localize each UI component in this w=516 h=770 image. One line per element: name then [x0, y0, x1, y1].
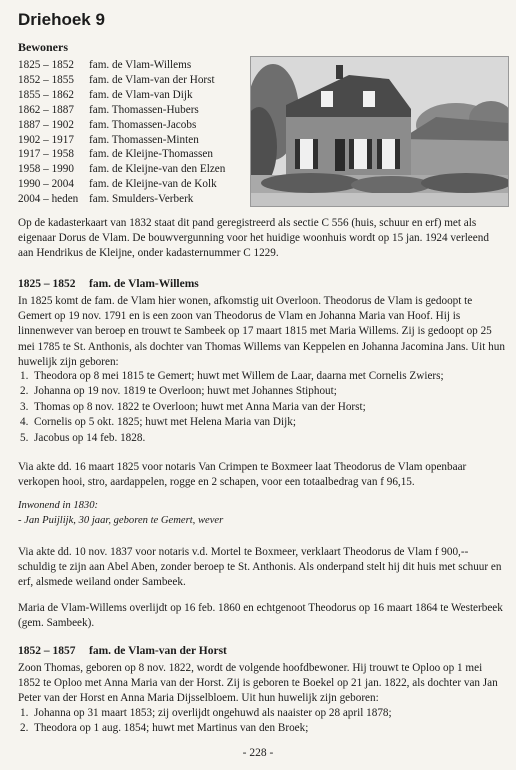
resident-family: fam. Smulders-Verberk: [89, 193, 194, 206]
resident-row: [18, 103, 225, 118]
resident-years: 1852 – 1855: [18, 73, 74, 86]
resident-row: [18, 133, 225, 148]
section-1825-paragraph: In 1825 komt de fam. de Vlam hier wonen, afkomstig uit Overloon. Theodorus de Vlam is gedoopt te Gemert op 19 nov. 1791 en is een zoon van Theodorus de Vlam en Johanna Maria van Hoof. Hij is linnenwever van beroep en trouwt te Sambeek op 17 maart 1815 met Maria Willems. Zij is gedoopt op 25 mei 1785 te St. Anthonis, als dochter van Thomas Willems van Keppelen en Johanna Jacomina Jans. Uit hun huwelijk zijn geboren:: [18, 295, 505, 368]
resident-years: 1825 – 1852: [18, 59, 74, 71]
resident-row: [18, 192, 225, 207]
resident-row: [18, 73, 225, 88]
list-text: Theodora op 1 aug. 1854; huwt met Martinus van den Broek;: [34, 722, 309, 735]
resident-family: fam. de Vlam-Willems: [89, 59, 192, 71]
section-heading-1852: [18, 645, 227, 657]
list-number: 2.: [20, 722, 29, 735]
list-item: [18, 721, 506, 736]
resident-row: [18, 147, 225, 162]
list-text: Johanna op 19 nov. 1819 te Overloon; huwt met Johannes Stiphout;: [34, 385, 337, 398]
resident-family: fam. de Kleijne-van de Kolk: [89, 178, 217, 191]
resident-family: fam. de Kleijne-van den Elzen: [89, 163, 226, 176]
list-number: 2.: [20, 385, 29, 398]
resident-row: [18, 118, 225, 133]
residents-heading: Bewoners: [18, 40, 68, 54]
list-text: Theodora op 8 mei 1815 te Gemert; huwt met Willem de Laar, daarna met Cornelis Zwiers;: [34, 370, 444, 382]
children-list-1825: [18, 369, 506, 446]
list-item: [18, 384, 506, 399]
list-item: [18, 706, 506, 721]
section-family: fam. de Vlam-van der Horst: [89, 645, 227, 657]
list-item: [18, 431, 506, 446]
resident-row: [18, 162, 225, 177]
house-photo: [250, 56, 509, 207]
resident-family: fam. de Vlam-van der Horst: [89, 73, 215, 86]
list-number: 3.: [20, 400, 29, 413]
resident-years: 1958 – 1990: [18, 163, 74, 176]
resident-row: [18, 58, 225, 73]
list-text: Johanna op 31 maart 1853; zij overlijdt ongehuwd als naaister op 28 april 1878;: [34, 707, 392, 719]
list-item: [18, 369, 506, 384]
resident-family: fam. Thomassen-Minten: [89, 133, 199, 146]
list-item: [18, 415, 506, 430]
resident-note-title: Inwonend in 1830:: [18, 500, 99, 511]
house-photo-illustration: [251, 57, 508, 206]
residents-list: [18, 58, 225, 207]
list-number: 1.: [20, 707, 29, 719]
list-text: Thomas op 8 nov. 1822 te Overloon; huwt met Anna Maria van der Horst;: [34, 400, 366, 413]
section-heading-1825: [18, 278, 199, 290]
resident-years: 1902 – 1917: [18, 133, 74, 146]
resident-years: 1917 – 1958: [18, 148, 74, 161]
section-years: 1852 – 1857: [18, 645, 76, 657]
resident-family: fam. Thomassen-Hubers: [89, 103, 199, 116]
intro-paragraph: Op de kadasterkaart van 1832 staat dit pand geregistreerd als sectie C 556 (huis, schuur en erf) met als eigenaar Dorus de Vlam. De bouwvergunning voor het huidige woonhuis wordt op 15 jan. 1924 verleend aan Hendrikus de Kleijne, onder kadasternummer C 1229.: [18, 217, 489, 260]
list-text: Jacobus op 14 feb. 1828.: [34, 431, 146, 444]
section-years: 1825 – 1852: [18, 278, 76, 290]
sale-paragraph: Via akte dd. 16 maart 1825 voor notaris Van Crimpen te Boxmeer laat Theodorus de Vlam openbaar verkopen hooi, stro, aardappelen, rogge en 2 schapen, voor een totaalbedrag van f 96,15.: [18, 461, 467, 489]
resident-years: 1855 – 1862: [18, 88, 74, 101]
children-list-1852: [18, 706, 506, 737]
section-family: fam. de Vlam-Willems: [89, 278, 199, 290]
resident-years: 1862 – 1887: [18, 103, 74, 116]
resident-row: [18, 88, 225, 103]
list-number: 5.: [20, 431, 29, 444]
resident-row: [18, 177, 225, 192]
list-text: Cornelis op 5 okt. 1825; huwt met Helena Maria van Dijk;: [34, 416, 296, 429]
list-number: 1.: [20, 370, 29, 382]
resident-years: 1887 – 1902: [18, 118, 74, 131]
list-number: 4.: [20, 416, 29, 429]
page-title: Driehoek 9: [18, 10, 105, 29]
page-number: - 228 -: [242, 747, 274, 759]
resident-years: 2004 – heden: [18, 193, 79, 206]
list-item: [18, 400, 506, 415]
debt-paragraph: Via akte dd. 10 nov. 1837 voor notaris v.d. Mortel te Boxmeer, verklaart Theodorus de Vlam f 900,-- schuldig te zijn aan Abel Aben, zonder beroep te St. Anthonis. Als onderpand stelt hij dit huis met schuur en erf, alsmede weiland onder Sambeek.: [18, 546, 502, 589]
resident-note-text: - Jan Puijlijk, 30 jaar, geboren te Gemert, wever: [18, 515, 224, 526]
section-1852-paragraph: Zoon Thomas, geboren op 8 nov. 1822, wordt de volgende hoofdbewoner. Hij trouwt te Oploo op 1 mei 1852 te Oploo met Anna Maria van der Horst. Zij is geboren te Boekel op 21 jan. 1822, als dochter van Jan Peter van der Horst en Anna Maria Dijsselbloem. Uit hun huwelijk zijn geboren:: [18, 662, 498, 705]
resident-family: fam. Thomassen-Jacobs: [89, 118, 197, 131]
death-paragraph: Maria de Vlam-Willems overlijdt op 16 feb. 1860 en echtgenoot Theodorus op 16 maart 1864 te Westerbeek (gem. Sambeek).: [18, 602, 503, 630]
resident-years: 1990 – 2004: [18, 178, 74, 191]
resident-family: fam. de Kleijne-Thomassen: [89, 148, 213, 161]
resident-family: fam. de Vlam-van Dijk: [89, 88, 193, 101]
